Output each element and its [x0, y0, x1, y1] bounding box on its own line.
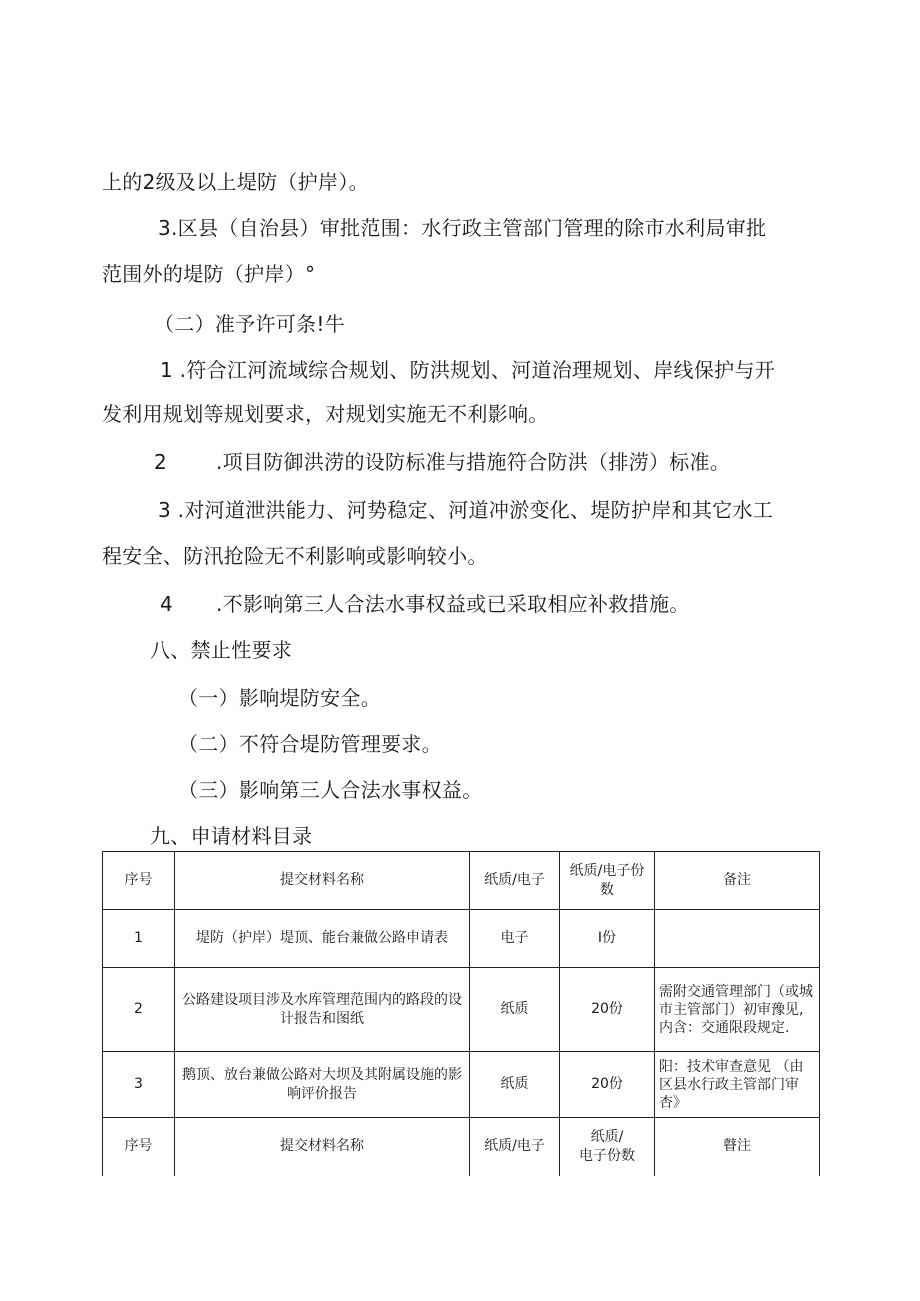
- row-no: 1: [103, 910, 175, 968]
- row-type: 电子: [470, 910, 560, 968]
- header-cell-count-line2: 电子份数: [579, 1147, 635, 1164]
- section-heading-prohibitions: 八、禁止性要求: [150, 638, 293, 662]
- condition-1-cont: 发利用规划等规划要求，对规划实施无不利影响。: [102, 402, 549, 426]
- row-no: 3: [103, 1052, 175, 1118]
- row-name: 鹅顶、放台兼做公路对大坝及其附属设施的影响评价报告: [175, 1052, 470, 1118]
- table-row: [103, 910, 820, 968]
- row-note: 阳：技术审查意见 （由区县水行政主管部门审杏》: [655, 1052, 820, 1118]
- materials-table: [102, 851, 820, 1176]
- row-type: 纸质: [470, 968, 560, 1052]
- table-header-row: [103, 852, 820, 910]
- row-type: 纸质: [470, 1052, 560, 1118]
- header-cell-count: 纸质/电子份数: [560, 852, 655, 910]
- header-cell-count-line1: 纸质/: [590, 1128, 624, 1145]
- table-header-row-repeat: [103, 1118, 820, 1176]
- paragraph-scope-city: 上的2级及以上堤防（护岸）。: [102, 170, 369, 194]
- paragraph-scope-county-cont: 范围外的堤防（护岸）°: [102, 262, 316, 286]
- row-count: I份: [560, 910, 655, 968]
- header-cell-name: 提交材料名称: [175, 1118, 470, 1176]
- header-cell-no: 序号: [103, 1118, 175, 1176]
- condition-4: .不影响第三人合法水事权益或已采取相应补救措施。: [216, 592, 690, 616]
- prohibition-3: （三）影响第三人合法水事权益。: [178, 778, 483, 802]
- header-cell-type: 纸质/电子: [470, 852, 560, 910]
- row-note: 需附交通管理部门（或城市主管部门）初审豫见,内含：交通限段规定.: [655, 968, 820, 1052]
- header-cell-note: 瞽注: [655, 1118, 820, 1176]
- condition-3: 3 .对河道泄洪能力、河势稳定、河道冲淤变化、堤防护岸和其它水工: [158, 498, 774, 522]
- section-heading-conditions: （二）准予许可条!牛: [154, 312, 346, 336]
- table-row: [103, 1052, 820, 1118]
- header-cell-type: 纸质/电子: [470, 1118, 560, 1176]
- row-count: 20份: [560, 1052, 655, 1118]
- row-name: 堤防（护岸）堤顶、能台兼做公路申请表: [175, 910, 470, 968]
- row-note: [655, 910, 820, 968]
- condition-2-number: 2: [154, 450, 168, 474]
- header-cell-note: 备注: [655, 852, 820, 910]
- prohibition-2: （二）不符合堤防管理要求。: [178, 732, 442, 756]
- paragraph-scope-county: 3.区县（自治县）审批范围：水行政主管部门管理的除市水利局审批: [158, 216, 767, 240]
- prohibition-1: （一）影响堤防安全。: [178, 686, 381, 710]
- header-cell-no: 序号: [103, 852, 175, 910]
- condition-4-number: 4: [160, 592, 174, 616]
- condition-2: .项目防御洪涝的设防标准与措施符合防洪（排涝）标准。: [216, 450, 731, 474]
- header-cell-name: 提交材料名称: [175, 852, 470, 910]
- row-no: 2: [103, 968, 175, 1052]
- table-row: [103, 968, 820, 1052]
- condition-3-cont: 程安全、防汛抢险无不利影响或影响较小。: [102, 544, 488, 568]
- row-count: 20份: [560, 968, 655, 1052]
- header-cell-count: [560, 1118, 655, 1176]
- section-heading-materials: 九、申请材料目录: [150, 824, 313, 848]
- condition-1: 1 .符合江河流域综合规划、防洪规划、河道治理规划、岸线保护与开: [160, 358, 776, 382]
- row-name: 公路建设项目涉及水库管理范围内的路段的设计报告和图纸: [175, 968, 470, 1052]
